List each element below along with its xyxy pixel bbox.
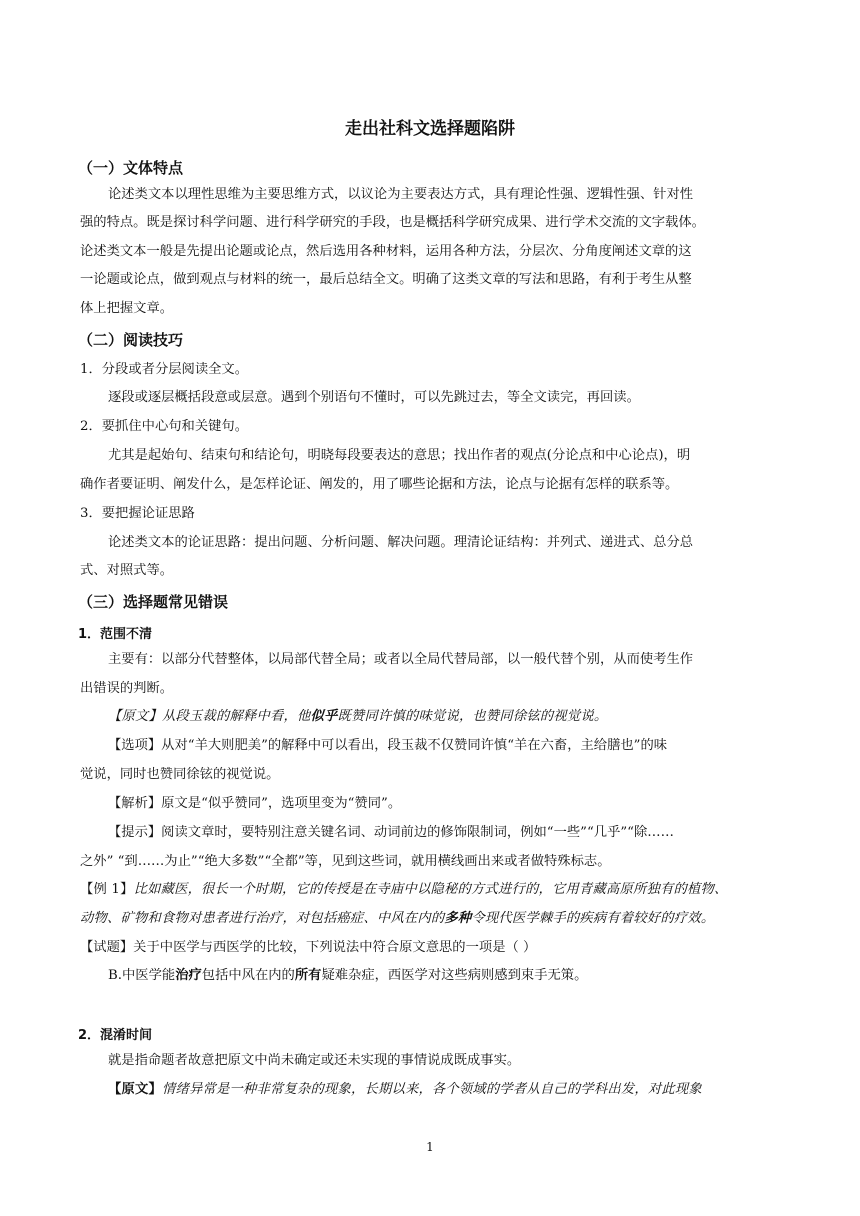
list-item-heading: 1．分段或者分层阅读全文。 xyxy=(80,362,249,377)
paragraph-line: 强的特点。既是探讨科学问题、进行科学研究的手段，也是概括科学研究成果、进行学术交流的文字载体。 xyxy=(80,215,705,230)
paragraph-line: 论述类文本的论证思路：提出问题、分析问题、解决问题。理清论证结构：并列式、递进式、总分总 xyxy=(108,535,694,550)
label-original: 【原文】 xyxy=(108,1082,162,1097)
section-heading-style: （一）文体特点 xyxy=(78,159,184,177)
original-text-quote: 【原文】情绪异常是一种非常复杂的现象，长期以来，各个领域的学者从自己的学科出发，对此现象 xyxy=(108,1082,702,1097)
section-heading-reading-skills: （二）阅读技巧 xyxy=(78,331,184,349)
paragraph-line: 论述类文本一般是先提出论题或论点，然后选用各种材料，运用各种方法，分层次、分角度阐述文章的这 xyxy=(80,244,692,259)
option-line: 觉说，同时也赞同徐铉的视觉说。 xyxy=(80,767,280,782)
paragraph-line: 逐段或逐层概括段意或层意。遇到个别语句不懂时，可以先跳过去，等全文读完，再回读。 xyxy=(108,390,640,405)
page-title: 走出社科文选择题陷阱 xyxy=(345,119,515,139)
option-line: 【选项】从对“羊大则肥美”的解释中可以看出，段玉裁不仅赞同许慎“羊在六畜，主给膳也”的味 xyxy=(108,738,668,753)
paragraph-line: 一论题或论点，做到观点与材料的统一，最后总结全文。明确了这类文章的写法和思路，有利于考生从整 xyxy=(80,272,692,287)
paragraph-line: 确作者要证明、阐发什么，是怎样论证、阐发的，用了哪些论据和方法，论点与论据有怎样的联系等。 xyxy=(80,477,679,492)
tip-line: 【提示】阅读文章时，要特别注意关键名词、动词前边的修饰限制词，例如“一些”“几乎”“除…… xyxy=(108,825,674,840)
subheading-scope: 1．范围不清 xyxy=(78,627,153,642)
paragraph-line: 式、对照式等。 xyxy=(80,563,174,578)
original-text-quote: 【原文】从段玉裁的解释中看，他似乎既赞同许慎的味觉说，也赞同徐铉的视觉说。 xyxy=(108,709,608,724)
label-original: 【原文】 xyxy=(108,709,162,724)
paragraph-line: 就是指命题者故意把原文中尚未确定或还未实现的事情说成既成事实。 xyxy=(108,1053,521,1068)
paragraph-line: 论述类文本以理性思维为主要思维方式，以议论为主要表达方式，具有理论性强、逻辑性强、针对性 xyxy=(108,187,694,202)
page-number: 1 xyxy=(426,1140,434,1154)
tip-line: 之外” “到……为止”“绝大多数”“全都”等，见到这些词，就用横线画出来或者做特殊标志。 xyxy=(80,854,611,869)
paragraph-line: 主要有：以部分代替整体，以局部代替全局；或者以全局代替局部，以一般代替个别，从而使考生作 xyxy=(108,652,694,667)
option-b-line: B.中医学能治疗包括中风在内的所有疑难杂症，西医学对这些病则感到束手无策。 xyxy=(108,968,588,983)
example-line: 【例 1】比如藏医，很长一个时期，它的传授是在寺庙中以隐秘的方式进行的，它用青藏高原所独有的植物、 xyxy=(80,882,728,897)
list-item-heading: 2．要抓住中心句和关键句。 xyxy=(80,419,249,434)
subheading-time: 2．混淆时间 xyxy=(78,1028,153,1043)
paragraph-line: 体上把握文章。 xyxy=(80,301,174,316)
example-line: 动物、矿物和食物对患者进行治疗，对包括癌症、中风在内的多种令现代医学棘手的疾病有着较好的疗效。 xyxy=(80,911,715,926)
list-item-heading: 3．要把握论证思路 xyxy=(80,506,195,521)
paragraph-line: 出错误的判断。 xyxy=(80,681,174,696)
section-heading-common-errors: （三）选择题常见错误 xyxy=(78,593,229,611)
analysis-line: 【解析】原文是“似乎赞同”，选项里变为“赞同”。 xyxy=(108,796,402,811)
label-example-1: 【例 1】 xyxy=(80,882,134,897)
question-line: 【试题】关于中医学与西医学的比较，下列说法中符合原文意思的一项是（ ） xyxy=(80,940,537,955)
paragraph-line: 尤其是起始句、结束句和结论句，明晓每段要表达的意思；找出作者的观点(分论点和中心论点)，明 xyxy=(108,448,691,463)
